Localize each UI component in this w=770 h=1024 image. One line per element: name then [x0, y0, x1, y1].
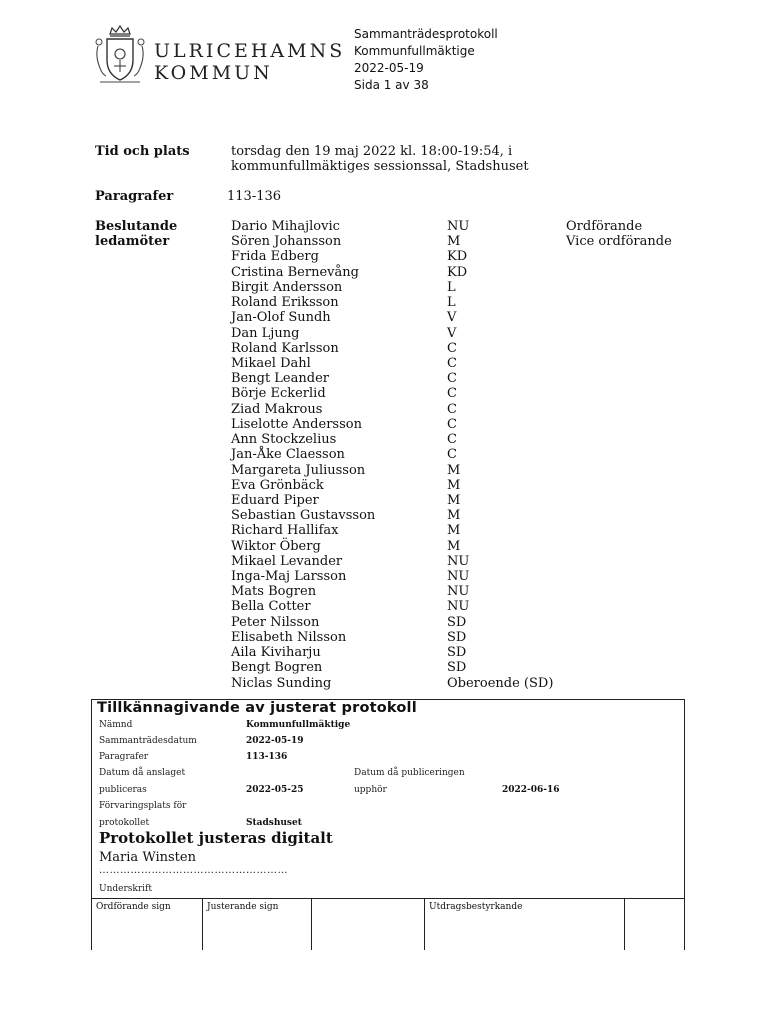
member-party: C [447, 386, 457, 402]
member-name: Eva Grönbäck [231, 477, 324, 493]
member-name: Niclas Sunding [231, 675, 332, 691]
member-name: Jan-Olof Sundh [231, 310, 331, 326]
member-name: Ann Stockzelius [231, 432, 337, 448]
member-name: Ziad Makrous [231, 401, 323, 417]
member-name: Sebastian Gustavsson [231, 508, 376, 524]
member-name: Eduard Piper [231, 492, 319, 508]
member-party: M [447, 523, 461, 539]
member-name: Sören Johansson [231, 234, 342, 250]
member-party: SD [447, 645, 467, 661]
signature-label: Underskrift [99, 884, 152, 894]
member-name: Dan Ljung [231, 325, 300, 341]
member-name: Bengt Bogren [231, 660, 323, 676]
paragraphs-label: Paragrafer [95, 189, 174, 204]
member-party: C [447, 355, 457, 371]
member-party: M [447, 508, 461, 524]
member-party: V [447, 310, 457, 326]
member-name: Aila Kiviharju [231, 645, 321, 661]
member-party: M [447, 234, 461, 250]
member-name: Mats Bogren [231, 584, 317, 600]
member-role: Vice ordförande [566, 234, 672, 250]
member-party: C [447, 340, 457, 356]
member-party: M [447, 462, 461, 478]
member-name: Mikael Dahl [231, 355, 311, 371]
signature-line: ……………………………………………… [99, 865, 288, 876]
blank-sign-cell [312, 898, 425, 950]
member-name: Dario Mihajlovic [231, 219, 340, 234]
committee-name: Kommunfullmäktige [354, 44, 475, 58]
meeting-date-label: Sammanträdesdatum [99, 736, 197, 746]
member-name: Bengt Leander [231, 371, 329, 387]
member-name: Elisabeth Nilsson [231, 629, 347, 645]
logo-line-2: KOMMUN [154, 62, 273, 84]
member-name: Margareta Juliusson [231, 462, 366, 478]
member-party: C [447, 371, 457, 387]
member-party: NU [447, 553, 470, 569]
posted-date-label-2: publiceras [99, 785, 147, 795]
member-name: Inga-Maj Larsson [231, 569, 347, 585]
member-party: V [447, 325, 457, 341]
meeting-date: 2022-05-19 [354, 61, 424, 75]
paragraphs-value: 113-136 [227, 189, 282, 204]
member-name: Birgit Andersson [231, 279, 343, 295]
ends-date-label-1: Datum då publiceringen [354, 768, 465, 778]
member-party: M [447, 538, 461, 554]
member-name: Roland Karlsson [231, 340, 339, 356]
member-name: Jan-Åke Claesson [231, 447, 345, 463]
member-party: L [447, 295, 456, 311]
committee-label: Nämnd [99, 720, 133, 730]
document-type: Sammanträdesprotokoll [354, 27, 498, 41]
member-party: Oberoende (SD) [447, 675, 554, 691]
member-party: NU [447, 599, 470, 615]
signature-row [91, 898, 685, 950]
member-party: C [447, 432, 457, 448]
protocol-notice-box [91, 699, 685, 899]
member-name: Cristina Bernevång [231, 264, 359, 280]
member-party: M [447, 492, 461, 508]
notice-paragraphs-label: Paragrafer [99, 752, 149, 762]
storage-value: Stadshuset [246, 818, 302, 828]
ends-date-label-2: upphör [354, 785, 387, 795]
notice-title: Tillkännagivande av justerat protokoll [97, 700, 417, 716]
member-party: SD [447, 660, 467, 676]
member-party: KD [447, 249, 468, 265]
member-name: Liselotte Andersson [231, 416, 362, 432]
member-party: KD [447, 264, 468, 280]
adjuster-sign-cell: Justerande sign [203, 898, 312, 950]
member-party: M [447, 477, 461, 493]
storage-label-1: Förvaringsplats för [99, 801, 187, 811]
member-name: Richard Hallifax [231, 523, 339, 539]
signer-name: Maria Winsten [99, 850, 196, 865]
member-name: Wiktor Öberg [231, 538, 321, 554]
member-name: Frida Edberg [231, 249, 319, 265]
member-name: Börje Eckerlid [231, 386, 326, 402]
member-name: Mikael Levander [231, 553, 343, 569]
members-label-line-2: ledamöter [95, 234, 170, 249]
member-name: Roland Eriksson [231, 295, 339, 311]
member-party: L [447, 279, 456, 295]
member-name: Bella Cotter [231, 599, 311, 615]
storage-label-2: protokollet [99, 818, 150, 828]
member-party: NU [447, 569, 470, 585]
member-party: NU [447, 219, 470, 234]
member-party: NU [447, 584, 470, 600]
document-header [354, 26, 498, 94]
meeting-date-value: 2022-05-19 [246, 736, 304, 746]
member-role: Ordförande [566, 219, 643, 234]
member-party: C [447, 447, 457, 463]
page-number: Sida 1 av 38 [354, 78, 429, 92]
ends-date-value: 2022-06-16 [502, 785, 560, 795]
posted-date-label-1: Datum då anslaget [99, 768, 186, 778]
posted-date-value: 2022-05-25 [246, 785, 304, 795]
municipality-logo [92, 24, 346, 86]
chair-sign-cell: Ordförande sign [92, 898, 203, 950]
logo-line-1: ULRICEHAMNS [154, 40, 346, 62]
committee-value: Kommunfullmäktige [246, 720, 351, 730]
member-name: Peter Nilsson [231, 614, 320, 630]
member-party: SD [447, 614, 467, 630]
digital-adjust-heading: Protokollet justeras digitalt [99, 829, 333, 847]
member-party: C [447, 416, 457, 432]
certifier-sign-cell: Utdragsbestyrkande [425, 898, 625, 950]
notice-paragraphs-value: 113-136 [246, 752, 288, 762]
time-place-label: Tid och plats [95, 144, 190, 159]
members-label-line-1: Beslutande [95, 219, 178, 234]
member-party: SD [447, 629, 467, 645]
time-place-value: torsdag den 19 maj 2022 kl. 18:00-19:54, i kommunfullmäktiges sessionssal, Stadshuset [231, 144, 529, 174]
coat-of-arms-icon [92, 24, 148, 86]
member-party: C [447, 401, 457, 417]
